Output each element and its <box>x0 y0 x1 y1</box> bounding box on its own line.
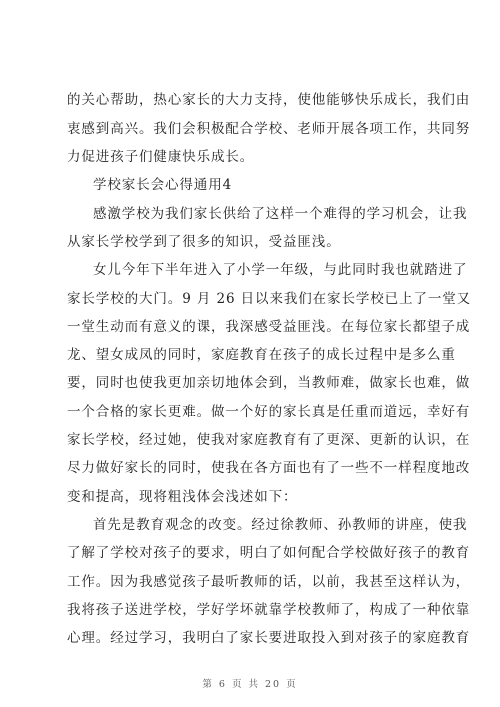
paragraph-line: 家长学校的大门。9 月 26 日以来我们在家长学校已上了一堂又 <box>67 291 472 307</box>
paragraph-line: 首先是教育观念的改变。经过徐教师、孙教师的讲座，使我 <box>93 517 468 533</box>
paragraph-line: 感激学校为我们家长供给了这样一个难得的学习机会，让我 <box>93 206 468 222</box>
page-number: 第 6 页 共 20 页 <box>202 679 298 690</box>
paragraph-line: 从家长学校学到了很多的知识，受益匪浅。 <box>67 234 341 250</box>
paragraph-line: 变和提高，现将粗浅体会浅述如下： <box>67 489 298 505</box>
paragraph-line: 的关心帮助，热心家长的大力支持，使他能够快乐成长，我们由 <box>67 92 471 108</box>
paragraph-line: 家长学校，经过她，使我对家庭教育有了更深、更新的认识，在 <box>67 432 471 448</box>
paragraph-line: 女儿今年下半年进入了小学一年级，与此同时我也就踏进了 <box>93 262 468 278</box>
paragraph-line: 一堂生动而有意义的课，我深感受益匪浅。在每位家长都望子成 <box>67 319 471 335</box>
paragraph-line: 一个合格的家长更难。做一个好的家长真是任重而道远，幸好有 <box>67 404 471 420</box>
paragraph-line: 龙、望女成凤的同时，家庭教育在孩子的成长过程中是多么重 <box>67 347 456 363</box>
paragraph-line: 我将孩子送进学校，学好学坏就靠学校教师了，构成了一种依靠 <box>67 602 471 618</box>
section-heading: 学校家长会心得通用4 <box>93 177 233 193</box>
paragraph-line: 要，同时也使我更加亲切地体会到，当教师难，做家长也难，做 <box>67 375 471 391</box>
paragraph-line: 尽力做好家长的同时，使我在各方面也有了一些不一样程度地改 <box>67 460 471 476</box>
paragraph-line: 力促进孩子们健康快乐成长。 <box>67 149 255 165</box>
paragraph-line: 衷感到高兴。我们会积极配合学校、老师开展各项工作，共同努 <box>67 121 471 137</box>
paragraph-line: 心理。经过学习，我明白了家长要进取投入到对孩子的家庭教育 <box>67 630 471 646</box>
paragraph-line: 了解了学校对孩子的要求，明白了如何配合学校做好孩子的教育 <box>67 545 471 561</box>
paragraph-line: 工作。因为我感觉孩子最听教师的话，以前，我甚至这样认为， <box>67 574 471 590</box>
